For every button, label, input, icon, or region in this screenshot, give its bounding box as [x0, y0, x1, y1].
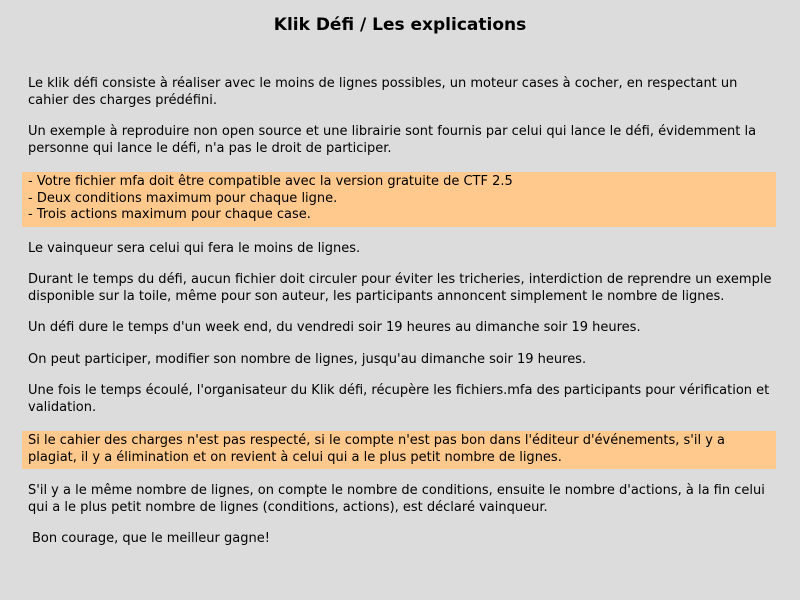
rule-item: - Trois actions maximum pour chaque case. [28, 207, 311, 222]
duration-paragraph: Un défi dure le temps d'un week end, du vendredi soir 19 heures au dimanche soir 19 heures. [28, 320, 641, 335]
rule-item: - Votre fichier mfa doit être compatible avec la version gratuite de CTF 2.5 [28, 174, 513, 189]
page-title: Klik Défi / Les explications [273, 15, 527, 35]
explanations-content [28, 76, 776, 563]
participation-paragraph: On peut participer, modifier son nombre de lignes, jusqu'au dimanche soir 19 heures. [28, 351, 587, 367]
warning-highlight-box [22, 431, 776, 469]
example-paragraph: Un exemple à reproduire non open source et une librairie sont fournis par celui qui lance le défi, évidemment la personne qui lance le défi, n'a pas le droit de participer. [28, 124, 757, 156]
fairplay-paragraph: Durant le temps du défi, aucun fichier doit circuler pour éviter les tricheries, interdiction de reprendre un exemple disponible sur la toile, même pour son auteur, les participants annoncent simplement le nombre de lignes. [28, 272, 772, 304]
rules-highlight-box [22, 172, 776, 227]
verification-paragraph: Une fois le temps écoulé, l'organisateur du Klik défi, récupère les fichiers.mfa des participants pour vérification et validation. [28, 383, 770, 415]
intro-paragraph: Le klik défi consiste à réaliser avec le moins de lignes possibles, un moteur cases à cocher, en respectant un cahier des charges prédéfini. [28, 76, 738, 108]
rule-item: - Deux conditions maximum pour chaque ligne. [28, 190, 338, 206]
tiebreak-paragraph: S'il y a le même nombre de lignes, on compte le nombre de conditions, ensuite le nombre d'actions, à la fin celui qui a le plus petit nombre de lignes (conditions, actions), est déclaré vainqueur. [28, 483, 765, 515]
closing-message: Bon courage, que le meilleur gagne! [32, 531, 270, 546]
warning-text: Si le cahier des charges n'est pas respecté, si le compte n'est pas bon dans l'éditeur d'événements, s'il y a plagiat, il y a élimination et on revient à celui qui a le plus petit nombre de lignes. [28, 433, 726, 465]
winner-paragraph: Le vainqueur sera celui qui fera le moins de lignes. [28, 240, 361, 256]
